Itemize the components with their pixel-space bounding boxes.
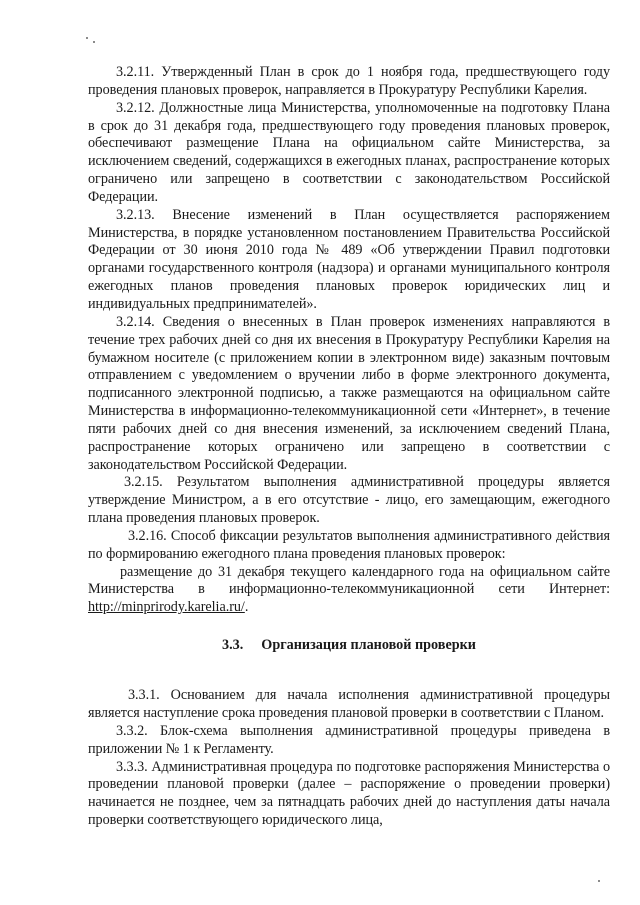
paragraph-3-2-13: 3.2.13. Внесение изменений в План осуществляется распоряжением Министерства, в порядке установленном постановлением Правительства Российской Федерации от 30 июня 2010 года № 489 «Об утверждении Правил подготовки органами государственного контроля (надзора) и органами муниципального контроля ежегодных планов проведения плановых проверок юридических лиц и индивидуальных предпринимателей». [88,206,610,312]
scan-speck [598,880,600,882]
placement-text: размещение до 31 декабря текущего календарного года на официальном сайте Министерства в информационно-телекоммуникационной сети Интернет: [88,563,610,598]
paragraph-3-3-3: 3.3.3. Административная процедура по подготовке распоряжения Министерства о проведении плановой проверки (далее – распоряжение о проведении проверки) начинается не позднее, чем за пятнадцать рабочих дней до наступления даты начала проверки соответствующего юридического лица, [88,758,610,829]
section-heading [88,636,610,654]
paragraph-3-2-14: 3.2.14. Сведения о внесенных в План проверок изменениях направляются в течение трех рабочих дней со дня их внесения в Прокуратуру Республики Карелия на бумажном носителе (с приложением копии в электронном виде) заказным почтовым отправлением с уведомлением о вручении либо в форме электронного документа, подписанного электронной подписью, а также размещаются на официальном сайте Министерства в информационно-телекоммуникационной сети «Интернет», в течение пяти рабочих дней со дня внесения изменений, за исключением сведений Плана, распространение которых ограничено или запрещено в соответствии с законодательством Российской Федерации. [88,313,610,473]
scan-speck [93,41,95,43]
paragraph-3-2-12: 3.2.12. Должностные лица Министерства, уполномоченные на подготовку Плана в срок до 31 декабря года, предшествующего году проведения плановых проверок, обеспечивают размещение Плана на официальном сайте Министерства, за исключением сведений, содержащихся в ежегодных планах, распространение которых ограничено или запрещено в соответствии с законодательством Российской Федерации. [88,99,610,205]
link-suffix: . [244,599,249,616]
section-number: 3.3. [222,637,244,654]
document-body [88,64,610,830]
paragraph-3-2-16: 3.2.16. Способ фиксации результатов выполнения административного действия по формированию ежегодного плана проведения плановых проверок: [88,527,610,562]
scan-speck [86,37,88,39]
section-title: Организация плановой проверки [261,637,476,654]
paragraph-3-3-1: 3.3.1. Основанием для начала исполнения административной процедуры является наступление срока проведения плановой проверки в соответствии с Планом. [88,687,610,721]
paragraph-3-3-2: 3.3.2. Блок-схема выполнения административной процедуры приведена в приложении № 1 к Регламенту. [88,722,610,757]
paragraph-3-2-15: 3.2.15. Результатом выполнения административной процедуры является утверждение Министром, а в его отсутствие - лицо, его замещающим, ежегодного плана проведения плановых проверок. [88,474,610,527]
paragraph-placement [88,564,610,618]
paragraph-3-2-11: 3.2.11. Утвержденный План в срок до 1 ноября года, предшествующего году проведения плановых проверок, направляется в Прокуратуру Республики Карелия. [88,64,610,98]
ministry-site-link[interactable]: http://minprirody.karelia.ru/ [88,599,245,616]
